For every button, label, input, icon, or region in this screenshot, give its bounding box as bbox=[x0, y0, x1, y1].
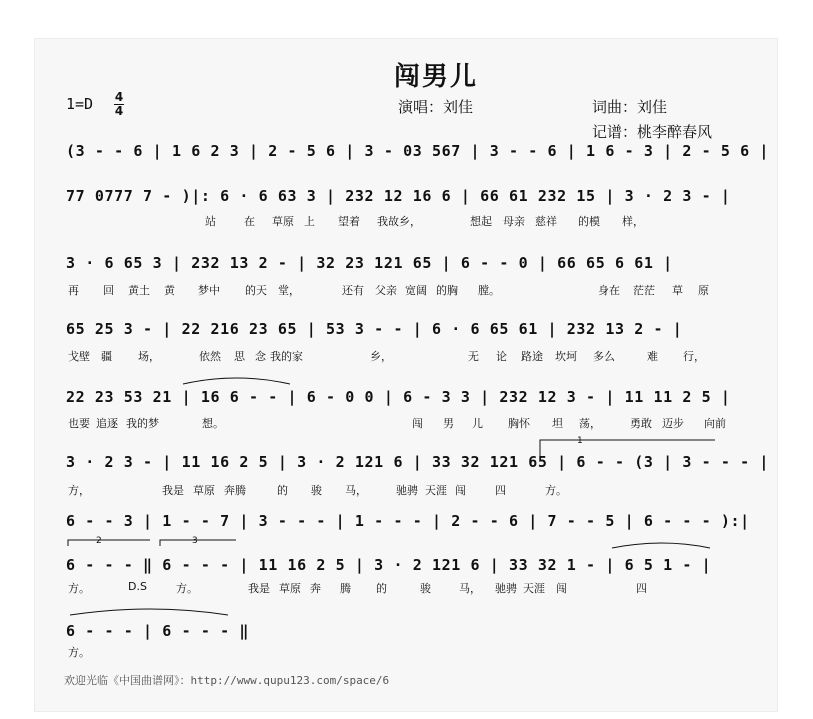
lyric-word: 身在 bbox=[598, 284, 620, 297]
lyric-word: 慈祥 bbox=[535, 215, 557, 228]
lyric-word: 儿 bbox=[472, 417, 483, 430]
lyric-word: 马， bbox=[345, 484, 367, 497]
notation-line-8: 6 - - - | 6 - - - ‖ bbox=[66, 622, 249, 640]
lyric-word: 方。 bbox=[68, 582, 90, 595]
lyric-word: 乡， bbox=[370, 350, 392, 363]
lyric-word: 在 bbox=[244, 215, 255, 228]
lyric-word: 方。 bbox=[176, 582, 198, 595]
notation-line-3: 65 25 3 - | 22 216 23 65 | 53 3 - - | 6 · 6 65 61 | 232 13 2 - | bbox=[66, 320, 683, 338]
lyric-word: 黄土 bbox=[128, 284, 150, 297]
lyric-word: 望着 bbox=[338, 215, 360, 228]
lyric-word: 再 bbox=[68, 284, 79, 297]
lyric-word: 坎坷 bbox=[555, 350, 577, 363]
volta-bracket-3 bbox=[160, 540, 236, 546]
lyric-word: 回 bbox=[103, 284, 114, 297]
lyric-word: 我的梦 bbox=[126, 417, 159, 430]
volta-label-3: 3 bbox=[192, 536, 198, 546]
lyric-word: 场， bbox=[138, 350, 160, 363]
lyric-word: 男 bbox=[443, 417, 454, 430]
lyric-word: 方。 bbox=[545, 484, 567, 497]
lyric-word: 天涯 bbox=[523, 582, 545, 595]
lyric-word: 的模 bbox=[578, 215, 600, 228]
lyric-word: 黄 bbox=[164, 284, 175, 297]
volta-bracket-1 bbox=[540, 440, 715, 456]
lyric-word: 方， bbox=[68, 484, 90, 497]
composer-credit: 词曲：刘佳 bbox=[592, 98, 668, 116]
lyric-word: D.S bbox=[128, 580, 147, 593]
lyric-word: 路途 bbox=[521, 350, 543, 363]
lyric-word: 堂， bbox=[278, 284, 300, 297]
lyric-word: 父亲 bbox=[375, 284, 397, 297]
lyric-word: 行， bbox=[683, 350, 705, 363]
lyric-word: 我是 bbox=[162, 484, 184, 497]
lyric-word: 草原 bbox=[272, 215, 294, 228]
volta-bracket-2 bbox=[68, 540, 150, 546]
tie-arc-line4 bbox=[183, 378, 290, 384]
volta-label-2: 2 bbox=[96, 536, 102, 546]
lyric-word: 马， bbox=[459, 582, 481, 595]
lyric-word: 想起 bbox=[470, 215, 492, 228]
volta-label-1: 1 bbox=[577, 436, 583, 446]
notation-line-6: 6 - - 3 | 1 - - 7 | 3 - - - | 1 - - - | 2 - - 6 | 7 - - 5 | 6 - - - ):| bbox=[66, 512, 750, 530]
lyric-word: 茫茫 bbox=[633, 284, 655, 297]
lyric-word: 骏 bbox=[420, 582, 431, 595]
lyric-word: 样， bbox=[622, 215, 644, 228]
transcriber-credit: 记谱：桃李醉春风 bbox=[592, 123, 713, 141]
lyric-word: 追逐 bbox=[96, 417, 118, 430]
lyric-word: 戈壁 bbox=[68, 350, 90, 363]
lyric-word: 我的家 bbox=[270, 350, 303, 363]
lyric-word: 难 bbox=[647, 350, 658, 363]
lyric-word: 的 bbox=[277, 484, 288, 497]
lyric-word: 论 bbox=[496, 350, 507, 363]
lyric-word: 迈步 bbox=[662, 417, 684, 430]
lyric-word: 坦 bbox=[552, 417, 563, 430]
lyric-word: 驰骋 bbox=[495, 582, 517, 595]
site-footer: 欢迎光临《中国曲谱网》：http://www.qupu123.com/space/6 bbox=[64, 674, 390, 687]
lyric-word: 草原 bbox=[279, 582, 301, 595]
lyric-word: 骏 bbox=[311, 484, 322, 497]
lyric-word: 四 bbox=[495, 484, 506, 497]
lyric-word: 梦中 bbox=[198, 284, 220, 297]
lyric-word: 无 bbox=[468, 350, 479, 363]
lyric-word: 想。 bbox=[202, 417, 224, 430]
lyric-word: 腾 bbox=[340, 582, 351, 595]
lyric-word: 宽阔 bbox=[405, 284, 427, 297]
lyric-word: 勇敢 bbox=[630, 417, 652, 430]
meter-bottom: 4 bbox=[114, 104, 124, 118]
lyric-word: 母亲 bbox=[503, 215, 525, 228]
key-signature: 1=D bbox=[66, 95, 94, 113]
lyric-word: 闯 bbox=[412, 417, 423, 430]
notation-line-5: 3 · 2 3 - | 11 16 2 5 | 3 · 2 121 6 | 33 32 121 65 | 6 - - (3 | 3 - - - | bbox=[66, 453, 770, 471]
lyric-word: 胸怀 bbox=[508, 417, 530, 430]
lyric-word: 念 bbox=[255, 350, 266, 363]
lyric-word: 我是 bbox=[248, 582, 270, 595]
lyric-word: 膛。 bbox=[478, 284, 500, 297]
lyric-word: 的胸 bbox=[436, 284, 458, 297]
lyric-word: 草 bbox=[672, 284, 683, 297]
lyric-word: 疆 bbox=[101, 350, 112, 363]
tie-arc-final bbox=[70, 609, 228, 615]
lyric-word: 荡， bbox=[579, 417, 601, 430]
lyric-word: 向前 bbox=[704, 417, 726, 430]
singer-credit: 演唱：刘佳 bbox=[398, 98, 474, 116]
lyric-word: 依然 bbox=[199, 350, 221, 363]
lyric-word: 站 bbox=[205, 215, 216, 228]
song-title: 闯男儿 bbox=[394, 62, 479, 92]
notation-line-2: 3 · 6 65 3 | 232 13 2 - | 32 23 121 65 | 6 - - 0 | 66 65 6 61 | bbox=[66, 254, 673, 272]
lyric-word: 驰骋 bbox=[396, 484, 418, 497]
lyric-word: 思 bbox=[234, 350, 245, 363]
lyric-word: 奔腾 bbox=[224, 484, 246, 497]
lyric-word: 原 bbox=[698, 284, 709, 297]
lyric-word: 方。 bbox=[68, 646, 90, 659]
lyric-word: 闯 bbox=[455, 484, 466, 497]
lyric-word: 的 bbox=[376, 582, 387, 595]
notation-line-4: 22 23 53 21 | 16 6 - - | 6 - 0 0 | 6 - 3 3 | 232 12 3 - | 11 11 2 5 | bbox=[66, 388, 731, 406]
notation-line-1: 77 0777 7 - )|: 6 · 6 63 3 | 232 12 16 6 | 66 61 232 15 | 3 · 2 3 - | bbox=[66, 187, 731, 205]
lyric-word: 上 bbox=[304, 215, 315, 228]
notation-line-7: 6 - - - ‖ 6 - - - | 11 16 2 5 | 3 · 2 121 6 | 33 32 1 - | 6 5 1 - | bbox=[66, 556, 712, 574]
lyric-word: 也要 bbox=[68, 417, 90, 430]
notation-line-intro: (3 - - 6 | 1 6 2 3 | 2 - 5 6 | 3 - 03 567 | 3 - - 6 | 1 6 - 3 | 2 - 5 6 | bbox=[66, 142, 770, 160]
meter-top: 4 bbox=[114, 90, 124, 104]
lyric-word: 天涯 bbox=[425, 484, 447, 497]
lyric-word: 闯 bbox=[556, 582, 567, 595]
lyric-word: 的天 bbox=[245, 284, 267, 297]
lyric-word: 奔 bbox=[310, 582, 321, 595]
lyric-word: 四 bbox=[636, 582, 647, 595]
lyric-word: 草原 bbox=[193, 484, 215, 497]
lyric-word: 我故乡， bbox=[377, 215, 421, 228]
tie-arc-line7 bbox=[612, 543, 710, 548]
lyric-word: 还有 bbox=[342, 284, 364, 297]
lyric-word: 多么 bbox=[593, 350, 615, 363]
